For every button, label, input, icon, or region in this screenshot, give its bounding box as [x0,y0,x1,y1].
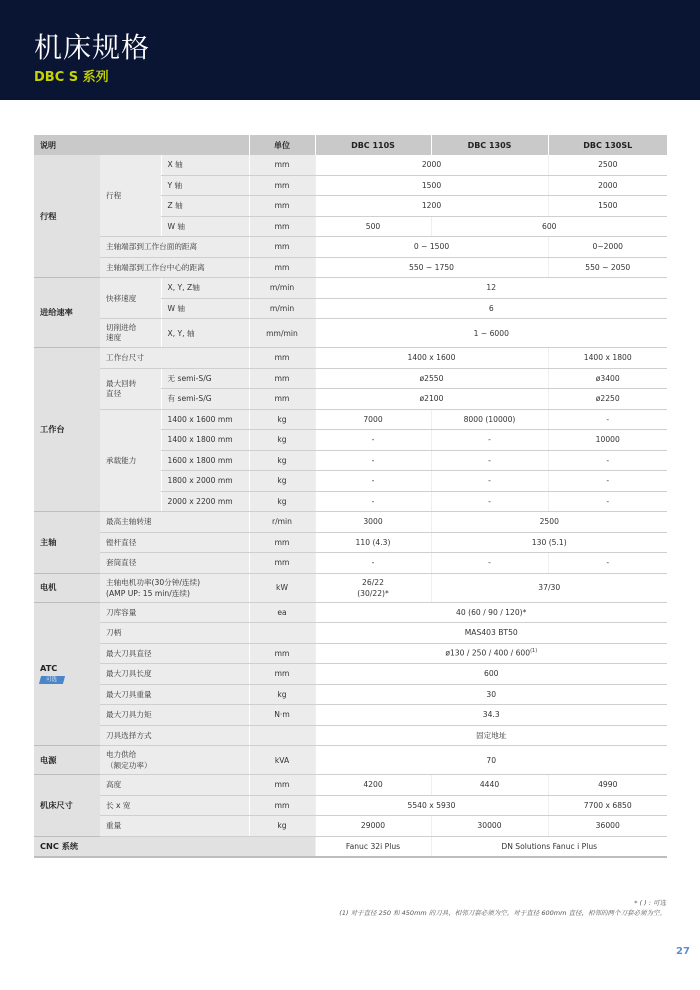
unit: kg [249,450,315,471]
group-swing: 最大回转直径 [100,368,161,409]
row-label: 长 x 宽 [100,795,249,816]
value: 10000 [548,430,667,451]
value-line2: (30/22)* [357,588,389,598]
unit: kg [249,430,315,451]
group-load: 承载能力 [100,409,161,512]
row-label: X, Y, Z轴 [161,278,249,299]
table-row [34,623,667,644]
row-label: 1800 x 2000 mm [161,471,249,492]
value: 12 [315,278,667,299]
value: - [431,553,548,574]
col-model-2: DBC 130S [431,135,548,155]
row-label: Z 轴 [161,196,249,217]
row-label: 刀具选择方式 [100,725,249,746]
value: 2000 [548,175,667,196]
value: 40 (60 / 90 / 120)* [315,602,667,623]
page-number: 27 [676,946,690,957]
row-label: 2000 x 2200 mm [161,491,249,512]
value: 500 [315,216,431,237]
value: 550 ~ 1750 [315,257,548,278]
table-row [34,664,667,685]
row-label: 重量 [100,816,249,837]
row-label: 主轴端部到工作台中心的距离 [100,257,249,278]
unit: kg [249,471,315,492]
value: ø3400 [548,368,667,389]
value: 600 [431,216,667,237]
value: 110 (4.3) [315,532,431,553]
unit: mm [249,216,315,237]
value: 8000 (10000) [431,409,548,430]
value: 1400 x 1600 [315,348,548,369]
value: - [548,471,667,492]
table-row [34,836,667,857]
row-label: Y 轴 [161,175,249,196]
value: ø2100 [315,389,548,410]
table-row [34,348,667,369]
table-row [34,795,667,816]
unit: r/min [249,512,315,533]
category-power: 电源 [34,746,100,775]
row-label: 套筒直径 [100,553,249,574]
value: 600 [315,664,667,685]
series-subtitle: DBC S 系列 [34,70,109,85]
row-label: 无 semi-S/G [161,368,249,389]
row-label: 高度 [100,775,249,796]
table-header-row [34,135,667,155]
table-row [34,602,667,623]
value: 70 [315,746,667,775]
unit: mm [249,348,315,369]
value: - [315,430,431,451]
value: 550 ~ 2050 [548,257,667,278]
category-travel: 行程 [34,155,100,278]
row-label-line2: （额定功率） [106,761,152,770]
footnote-1: (1) 对于直径 250 和 450mm 的刀具，相邻刀套必须为空。对于直径 600mm 直径，相邻的两个刀套必须为空。 [339,909,666,917]
row-label: 刀柄 [100,623,249,644]
unit: m/min [249,298,315,319]
value: - [548,491,667,512]
atc-label: ATC [40,663,58,674]
unit: mm [249,664,315,685]
unit: kg [249,409,315,430]
table-row [34,237,667,258]
unit: mm/min [249,319,315,348]
table-row [34,816,667,837]
unit: mm [249,389,315,410]
category-atc [34,602,100,746]
value: - [431,430,548,451]
category-table: 工作台 [34,348,100,512]
value: 34.3 [315,705,667,726]
value: Fanuc 32i Plus [315,836,431,857]
row-label-line1: 电力供给 [106,750,137,759]
unit: mm [249,237,315,258]
unit: mm [249,196,315,217]
value: 4200 [315,775,431,796]
row-label-line1: 主轴电机功率(30分钟/连续) [106,577,201,587]
value: 130 (5.1) [431,532,667,553]
value: DN Solutions Fanuc i Plus [431,836,667,857]
value: - [548,409,667,430]
row-label: 最大刀具长度 [100,664,249,685]
table-row [34,532,667,553]
row-label: W 轴 [161,216,249,237]
value [315,643,667,664]
table-row [34,512,667,533]
value [315,573,431,602]
unit [249,725,315,746]
value: 固定地址 [315,725,667,746]
row-label: 最大刀具力矩 [100,705,249,726]
value: 36000 [548,816,667,837]
footnote-optional: * ( ) : 可选 [634,899,666,907]
row-label: 工作台尺寸 [100,348,249,369]
value: 1500 [315,175,548,196]
page-title: 机床规格 [34,31,151,64]
value: - [315,471,431,492]
table-row [34,775,667,796]
group-travel: 行程 [100,155,161,237]
unit: kg [249,684,315,705]
value: 29000 [315,816,431,837]
category-cnc: CNC 系统 [34,836,315,857]
page-header [0,0,700,100]
value: 7700 x 6850 [548,795,667,816]
value: - [548,553,667,574]
value: 0 ~ 1500 [315,237,548,258]
unit: mm [249,155,315,175]
value: 2500 [548,155,667,175]
group-rapid: 快移速度 [100,278,161,319]
row-label: X 轴 [161,155,249,175]
group-cutting: 切削进给速度 [100,319,161,348]
value: - [315,450,431,471]
unit: mm [249,795,315,816]
category-motor: 电机 [34,573,100,602]
row-label: 镗杆直径 [100,532,249,553]
row-label: 1400 x 1800 mm [161,430,249,451]
value-line1: 26/22 [362,577,384,587]
table-row [34,725,667,746]
unit: kg [249,816,315,837]
value: - [548,450,667,471]
value: 2500 [431,512,667,533]
table-row [34,319,667,348]
unit: mm [249,643,315,664]
unit: mm [249,368,315,389]
row-label: 有 semi-S/G [161,389,249,410]
row-label: X, Y, 轴 [161,319,249,348]
value: 30 [315,684,667,705]
value: - [315,553,431,574]
optional-badge [39,676,65,684]
footnotes [339,898,666,918]
col-desc: 说明 [34,135,249,155]
unit: m/min [249,278,315,299]
spec-table [34,135,667,858]
unit: mm [249,532,315,553]
category-feed: 进给速率 [34,278,100,348]
value: - [431,491,548,512]
value-text: ø130 / 250 / 400 / 600 [445,649,531,659]
footnote-ref: (1) [530,648,538,655]
value: 0~2000 [548,237,667,258]
col-unit: 单位 [249,135,315,155]
row-label: 最高主轴转速 [100,512,249,533]
table-row [34,368,667,389]
row-label: 最大刀具重量 [100,684,249,705]
value: 6 [315,298,667,319]
row-label: 刀库容量 [100,602,249,623]
row-label-line2: (AMP UP: 15 min/连续) [106,588,190,598]
value: - [431,471,548,492]
table-row [34,746,667,775]
table-row [34,553,667,574]
value: 1500 [548,196,667,217]
row-label [100,746,249,775]
value: - [315,491,431,512]
table-row [34,278,667,299]
value: 4440 [431,775,548,796]
value: 1400 x 1800 [548,348,667,369]
unit [249,623,315,644]
table-row [34,573,667,602]
col-model-3: DBC 130SL [548,135,667,155]
value: ø2250 [548,389,667,410]
table-row [34,684,667,705]
value: 1 ~ 6000 [315,319,667,348]
row-label: W 轴 [161,298,249,319]
value: 2000 [315,155,548,175]
row-label: 主轴端部到工作台面的距离 [100,237,249,258]
value: ø2550 [315,368,548,389]
value: 5540 x 5930 [315,795,548,816]
category-spindle: 主轴 [34,512,100,574]
unit: N·m [249,705,315,726]
value: 4990 [548,775,667,796]
value: MAS403 BT50 [315,623,667,644]
row-label: 1400 x 1600 mm [161,409,249,430]
value: 30000 [431,816,548,837]
unit: mm [249,553,315,574]
table-row [34,155,667,175]
value: - [431,450,548,471]
value: 37/30 [431,573,667,602]
row-label [100,573,249,602]
optional-badge-text: 可选 [46,677,58,684]
unit: mm [249,257,315,278]
unit: mm [249,775,315,796]
table-row [34,409,667,430]
unit: kW [249,573,315,602]
value: 7000 [315,409,431,430]
table-row [34,705,667,726]
col-model-1: DBC 110S [315,135,431,155]
unit: kVA [249,746,315,775]
table-row [34,643,667,664]
unit: mm [249,175,315,196]
unit: kg [249,491,315,512]
table-row [34,257,667,278]
row-label: 最大刀具直径 [100,643,249,664]
row-label: 1600 x 1800 mm [161,450,249,471]
value: 1200 [315,196,548,217]
value: 3000 [315,512,431,533]
category-dimensions: 机床尺寸 [34,775,100,837]
unit: ea [249,602,315,623]
